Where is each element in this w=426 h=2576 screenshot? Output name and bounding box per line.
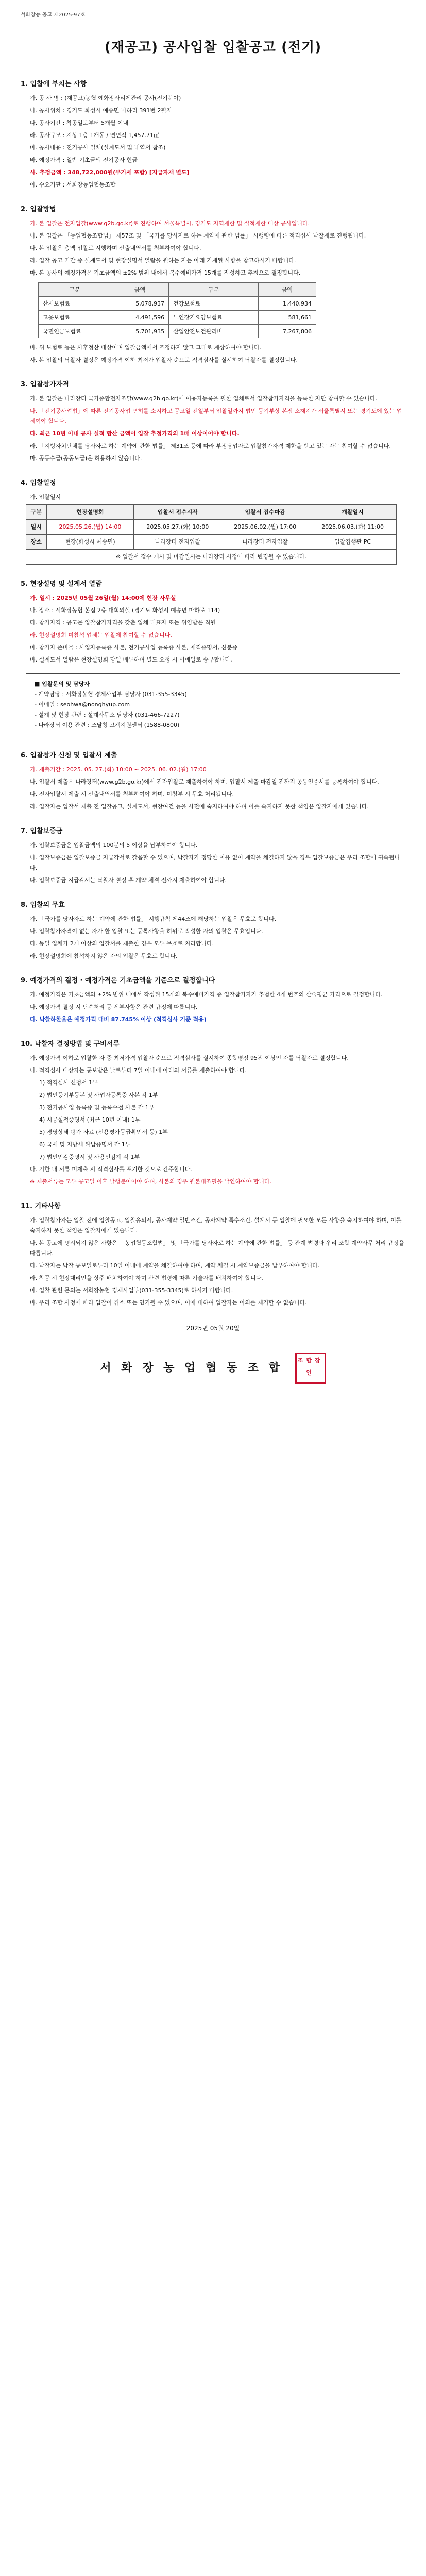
issuer-signature: [21, 1353, 405, 1384]
table-cell: 장소: [26, 535, 47, 550]
insurance-table: [38, 282, 316, 338]
s2-item: 바. 위 보험료 등은 사후정산 대상이며 입찰금액에서 조정하지 않고 그대로 계상하여야 합니다.: [30, 344, 262, 351]
s10-doc: 4) 시공실적증명서 (최근 10년 이내) 1부: [39, 1116, 141, 1123]
s1-item: 나. 공사위치 : 경기도 화성시 예송면 마하리 391번 2필지: [30, 107, 172, 114]
s1-item: 아. 수요기관 : 서화장농업협동조합: [30, 181, 116, 188]
s10-item: 가. 예정가격 이하로 입찰한 자 중 최저가격 입찰자 순으로 적격심사를 실시하여 종합평점 95점 이상인 자를 낙찰자로 결정합니다.: [30, 1055, 349, 1061]
table-header: 금액: [258, 283, 316, 297]
s10-doc: 1) 적격심사 신청서 1부: [39, 1079, 98, 1086]
section-4-heading: 4. 입찰일정: [21, 479, 56, 487]
s3-item: 가. 본 입찰은 나라장터 국가종합전자조달(www.g2b.go.kr)에 이용자등록을 필한 업체로서 입찰참가자격을 등록한 자만 참여할 수 있습니다.: [30, 395, 378, 402]
s11-item: 마. 입찰 관련 문의는 서화장농협 경제사업부(031-355-3345)로 하시기 바랍니다.: [30, 1287, 233, 1294]
s2-item: 나. 본 입찰은 「농업협동조합법」 제57조 및 「국가를 당사자로 하는 계약에 관한 법률」 시행령에 따른 적격심사 낙찰제로 진행됩니다.: [30, 232, 366, 239]
contact-line: - 나라장터 이용 관련 : 조달청 고객지원센터 (1588-0800): [35, 722, 180, 728]
table-cell: 건강보험료: [169, 297, 258, 311]
s3-item: 라. 「지방자치단체를 당사자로 하는 계약에 관한 법률」 제31조 등에 따라 부정당업자로 입찰참가자격 제한을 받고 있는 자는 참여할 수 없습니다.: [30, 443, 391, 449]
s10-doc: 5) 경영상태 평가 자료 (신용평가등급확인서 등) 1부: [39, 1129, 168, 1136]
s11-item: 나. 본 공고에 명시되지 않은 사항은 「농업협동조합법」 및 「국가를 당사자로 하는 계약에 관한 법률」 등 관계 법령과 우리 조합 계약사무 처리 규정을 따릅니다.: [30, 1240, 404, 1257]
s10-doc: 6) 국세 및 지방세 완납증명서 각 1부: [39, 1141, 131, 1148]
table-header: 입찰서 접수마감: [221, 505, 309, 520]
table-header: 입찰서 접수시작: [134, 505, 221, 520]
s2-item: 마. 본 공사의 예정가격은 기초금액의 ±2% 범위 내에서 복수예비가격 15개를 작성하고 추첨으로 결정합니다.: [30, 269, 301, 276]
section-9-heading: 9. 예정가격의 결정 · 예정가격은 기초금액을 기준으로 결정합니다: [21, 977, 215, 985]
s8-item: 다. 동일 업체가 2개 이상의 입찰서를 제출한 경우 모두 무효로 처리합니다.: [30, 940, 214, 947]
s9-item: 가. 예정가격은 기초금액의 ±2% 범위 내에서 작성된 15개의 복수예비가격 중 입찰참가자가 추첨한 4개 번호의 산술평균 가격으로 결정합니다.: [30, 991, 383, 998]
table-cell: 현장(화성시 예송면): [46, 535, 134, 550]
table-cell: 일시: [26, 520, 47, 535]
s1-item-estimated-amount: 사. 추정금액 : 348,722,000원(부가세 포함) [지급자재 별도]: [30, 169, 190, 176]
s1-item: 가. 공 사 명 : (재공고)농협 예화장사리제관리 공사(전기분야): [30, 95, 181, 101]
s10-item: 나. 적격심사 대상자는 통보받은 날로부터 7일 이내에 아래의 서류를 제출하여야 합니다.: [30, 1067, 247, 1074]
table-cell: 2025.05.26.(월) 14:00: [46, 520, 134, 535]
table-cell: 1,440,934: [258, 297, 316, 311]
contact-heading: ■ 입찰문의 및 담당자: [35, 681, 90, 687]
table-cell: 2025.05.27.(화) 10:00: [134, 520, 221, 535]
table-cell: 2025.06.03.(화) 11:00: [309, 520, 397, 535]
s11-item: 다. 낙찰자는 낙찰 통보일로부터 10일 이내에 계약을 체결하여야 하며, 계약 체결 시 계약보증금을 납부하여야 합니다.: [30, 1262, 320, 1269]
table-cell: 5,701,935: [111, 325, 168, 338]
official-seal-icon: 조합장인: [295, 1353, 326, 1384]
s1-item: 라. 공사규모 : 지상 1층 1개동 / 연면적 1,457.71㎡: [30, 132, 159, 139]
s2-item: 가. 본 입찰은 전자입찰(www.g2b.go.kr)로 진행하여 서울특별시, 경기도 지역제한 및 실적제한 대상 공사입니다.: [30, 220, 310, 227]
table-row: [26, 520, 397, 535]
table-cell: 581,661: [258, 311, 316, 325]
table-row: [26, 535, 397, 550]
table-cell: 고용보험료: [39, 311, 111, 325]
table-header: 현장설명회: [46, 505, 134, 520]
table-header: 구분: [26, 505, 47, 520]
schedule-caption: 가. 입찰일시: [30, 494, 61, 500]
table-cell: 산업안전보건관리비: [169, 325, 258, 338]
s6-item: 다. 전자입찰서 제출 시 산출내역서를 첨부하여야 하며, 미첨부 시 무효 처리됩니다.: [30, 791, 234, 798]
s5-item: 마. 참가자 준비물 : 사업자등록증 사본, 전기공사업 등록증 사본, 재직증명서, 신분증: [30, 644, 238, 651]
section-6-heading: 6. 입찰참가 신청 및 입찰서 제출: [21, 752, 117, 759]
section-11-heading: 11. 기타사항: [21, 1202, 61, 1210]
s6-item-period: 가. 제출기간 : 2025. 05. 27.(화) 10:00 ~ 2025. 06. 02.(월) 17:00: [30, 766, 207, 773]
table-cell: 나라장터 전자입찰: [221, 535, 309, 550]
s3-item-region: 나. 「전기공사업법」에 따른 전기공사업 면허를 소지하고 공고일 전일부터 입찰일까지 법인 등기부상 본점 소재지가 서울특별시 또는 경기도에 있는 업체여야 합니다.: [30, 408, 402, 425]
s11-item: 가. 입찰참가자는 입찰 전에 입찰공고, 입찰유의서, 공사계약 일반조건, 공사계약 특수조건, 설계서 등 입찰에 필요한 모든 사항을 숙지하여야 하며, 이를 숙지하지 못한 책임은 입찰자에게 있습니다.: [30, 1217, 402, 1234]
s5-item: 다. 참가자격 : 공고문 입찰참가자격을 갖춘 업체 대표자 또는 위임받은 직원: [30, 619, 216, 626]
s2-item: 다. 본 입찰은 총액 입찰로 시행하며 산출내역서를 첨부하여야 합니다.: [30, 245, 201, 251]
section-5-heading: 5. 현장설명 및 설계서 열람: [21, 580, 102, 588]
s2-item: 라. 입찰 공고 기간 중 설계도서 및 현장설명서 열람을 원하는 자는 아래 기재된 사항을 참고하시기 바랍니다.: [30, 257, 296, 264]
s5-item: 바. 설계도서 열람은 현장설명회 당일 배부하며 별도 요청 시 이메일로 송부합니다.: [30, 656, 232, 663]
table-cell: 나라장터 전자입찰: [134, 535, 221, 550]
s8-item: 나. 입찰참가자격이 없는 자가 한 입찰 또는 등록사항을 허위로 작성한 자의 입찰은 무효입니다.: [30, 928, 263, 935]
s7-item: 가. 입찰보증금은 입찰금액의 100분의 5 이상을 납부하여야 합니다.: [30, 842, 198, 849]
notice-title: (재공고) 공사입찰 입찰공고 (전기): [104, 40, 322, 55]
section-7-heading: 7. 입찰보증금: [21, 827, 63, 835]
table-cell: 5,078,937: [111, 297, 168, 311]
s5-item: 나. 장소 : 서화장농협 본점 2층 대회의실 (경기도 화성시 예송면 마하로 114): [30, 607, 220, 614]
schedule-note: ※ 입찰서 접수 개시 및 마감일시는 나라장터 사정에 따라 변경될 수 있습니다.: [26, 550, 397, 565]
schedule-table: [26, 504, 397, 565]
table-cell: 2025.06.02.(월) 17:00: [221, 520, 309, 535]
s6-item: 나. 입찰서 제출은 나라장터(www.g2b.go.kr)에서 전자입찰로 제출하여야 하며, 입찰서 제출 마감일 전까지 공동인증서를 등록하여야 합니다.: [30, 778, 379, 785]
s8-item: 가. 「국가를 당사자로 하는 계약에 관한 법률」 시행규칙 제44조에 해당하는 입찰은 무효로 합니다.: [30, 916, 277, 922]
s8-item: 라. 현장설명회에 참석하지 않은 자의 입찰은 무효로 합니다.: [30, 953, 178, 959]
table-cell: 4,491,596: [111, 311, 168, 325]
s11-item: 라. 착공 시 현장대리인을 상주 배치하여야 하며 관련 법령에 따른 기술자를 배치하여야 합니다.: [30, 1275, 263, 1281]
notice-date: 2025년 05월 20일: [186, 1325, 240, 1332]
table-row: [39, 325, 316, 338]
s10-doc: 2) 법인등기부등본 및 사업자등록증 사본 각 1부: [39, 1092, 158, 1098]
table-header: 금액: [111, 283, 168, 297]
section-8-heading: 8. 입찰의 무효: [21, 901, 65, 909]
section-2-heading: 2. 입찰방법: [21, 206, 56, 213]
notice-number: 서화장농 공고 제2025-97호: [21, 12, 86, 18]
issuer-name: 서 화 장 농 업 협 동 조 합: [100, 1362, 283, 1375]
section-1-heading: 1. 입찰에 부치는 사항: [21, 80, 87, 88]
s1-item: 다. 공사기간 : 착공일로부터 5개월 이내: [30, 120, 129, 126]
s10-item: 다. 기한 내 서류 미제출 시 적격심사를 포기한 것으로 간주합니다.: [30, 1166, 192, 1173]
table-row: [26, 550, 397, 565]
table-header: 구분: [169, 283, 258, 297]
table-header: 개찰일시: [309, 505, 397, 520]
s5-item-date: 가. 일시 : 2025년 05월 26일(월) 14:00에 현장 사무실: [30, 595, 176, 601]
table-row: [39, 311, 316, 325]
s6-item: 라. 입찰자는 입찰서 제출 전 입찰공고, 설계도서, 현장여건 등을 사전에 숙지하여야 하며 이를 숙지하지 못한 책임은 입찰자에게 있습니다.: [30, 803, 369, 810]
contact-box: [26, 673, 400, 736]
s10-doc: 3) 전기공사업 등록증 및 등록수첩 사본 각 1부: [39, 1104, 155, 1111]
contact-line: - 이메일 : seohwa@nonghyup.com: [35, 701, 130, 708]
s1-item: 바. 예정가격 : 일반 기초금액 전기공사 현금: [30, 157, 138, 163]
table-cell: 산재보험료: [39, 297, 111, 311]
section-3-heading: 3. 입찰참가자격: [21, 381, 69, 388]
s10-note: ※ 제출서류는 모두 공고일 이후 발행분이어야 하며, 사본의 경우 원본대조필을 날인하여야 합니다.: [30, 1178, 272, 1185]
contact-line: - 계약담당 : 서화장농협 경제사업부 담당자 (031-355-3345): [35, 691, 187, 698]
table-cell: 국민연금보험료: [39, 325, 111, 338]
s9-item: 나. 예정가격 결정 시 단수처리 등 세부사항은 관련 규정에 따릅니다.: [30, 1004, 198, 1010]
s2-item: 사. 본 입찰의 낙찰자 결정은 예정가격 이하 최저가 입찰자 순으로 적격심사를 실시하여 낙찰자를 결정합니다.: [30, 357, 298, 363]
table-cell: 입찰집행관 PC: [309, 535, 397, 550]
table-row: [39, 297, 316, 311]
s3-item: 마. 공동수급(공동도급)은 허용하지 않습니다.: [30, 455, 142, 462]
s7-item: 다. 입찰보증금 지급각서는 낙찰자 결정 후 계약 체결 전까지 제출하여야 합니다.: [30, 877, 227, 884]
s9-item-rate: 다. 낙찰하한율은 예정가격 대비 87.745% 이상 (적격심사 기준 적용): [30, 1016, 207, 1023]
s11-item: 바. 우리 조합 사정에 따라 입찰이 취소 또는 연기될 수 있으며, 이에 대하여 입찰자는 이의를 제기할 수 없습니다.: [30, 1299, 307, 1306]
contact-line: - 설계 및 현장 관련 : 설계사무소 담당자 (031-466-7227): [35, 711, 180, 718]
table-cell: 7,267,806: [258, 325, 316, 338]
s3-item-performance: 다. 최근 10년 이내 공사 실적 합산 금액이 입찰 추정가격의 1배 이상이어야 합니다.: [30, 430, 240, 437]
section-10-heading: 10. 낙찰자 결정방법 및 구비서류: [21, 1040, 120, 1048]
table-cell: 노인장기요양보험료: [169, 311, 258, 325]
s7-item: 나. 입찰보증금은 입찰보증금 지급각서로 갈음할 수 있으며, 낙찰자가 정당한 이유 없이 계약을 체결하지 않을 경우 입찰보증금은 우리 조합에 귀속됩니다.: [30, 854, 400, 871]
s5-item: 라. 현장설명회 미참석 업체는 입찰에 참여할 수 없습니다.: [30, 632, 172, 638]
s1-item: 마. 공사내용 : 전기공사 일체(설계도서 및 내역서 참조): [30, 144, 166, 151]
s10-doc: 7) 법인인감증명서 및 사용인감계 각 1부: [39, 1154, 140, 1160]
table-header: 구분: [39, 283, 111, 297]
